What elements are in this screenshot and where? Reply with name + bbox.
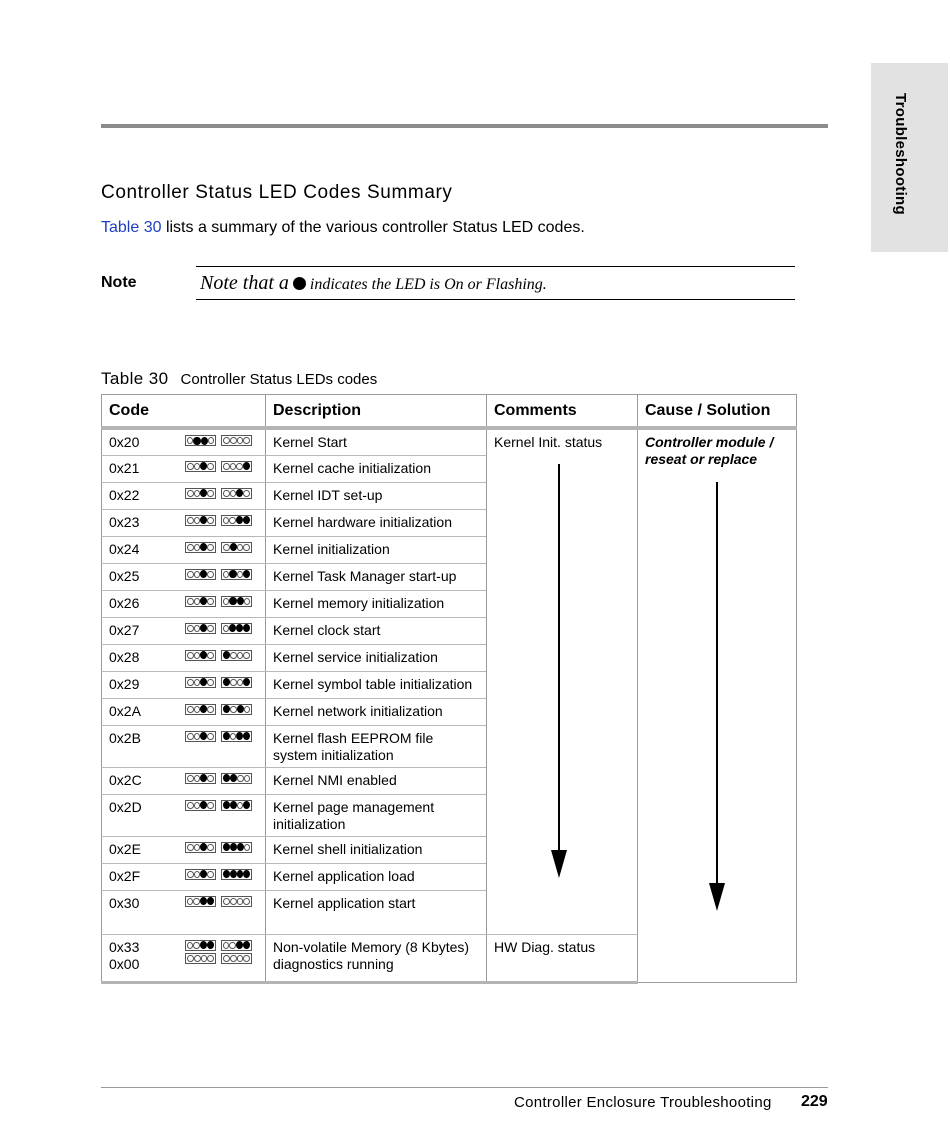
code-cell [102, 698, 266, 725]
led-off-icon [187, 517, 194, 524]
led-off-icon [207, 733, 214, 740]
led-off-icon [187, 652, 194, 659]
filled-circle-icon [293, 277, 306, 290]
led-on-icon [200, 705, 207, 713]
led-on-icon [243, 516, 250, 524]
led-on-icon [229, 597, 236, 605]
led-indicator-icon [185, 869, 252, 882]
led-on-icon [200, 543, 207, 551]
code-text: 0x22 [109, 486, 140, 503]
led-off-icon [187, 571, 194, 578]
description-cell: Kernel clock start [266, 617, 487, 644]
led-on-icon [223, 705, 230, 713]
led-group-icon [221, 569, 252, 580]
code-cell [102, 725, 266, 767]
led-on-icon [236, 941, 243, 949]
note-lead: Note that a [200, 272, 289, 294]
led-group-icon [185, 869, 216, 880]
led-group-icon [185, 842, 216, 853]
led-group-icon [185, 800, 216, 811]
code-cell [102, 590, 266, 617]
note-box [196, 266, 795, 300]
led-indicator-icon [185, 435, 252, 448]
led-on-icon [200, 516, 207, 524]
led-off-icon [244, 844, 250, 851]
led-on-icon [201, 437, 208, 445]
description-cell: Kernel cache initialization [266, 455, 487, 482]
led-on-icon [243, 732, 250, 740]
led-group-icon [221, 596, 252, 607]
led-on-icon [207, 941, 214, 949]
description-cell: Non-volatile Memory (8 Kbytes) diagnostics running [266, 934, 487, 982]
led-off-icon [194, 955, 201, 962]
led-on-icon [207, 897, 214, 905]
led-group-icon [221, 940, 252, 951]
led-off-icon [237, 571, 243, 578]
led-indicator-icon [185, 542, 252, 555]
side-tab-label: Troubleshooting [892, 93, 909, 215]
led-on-icon [223, 843, 230, 851]
description-cell: Kernel application start [266, 890, 487, 934]
led-off-icon [187, 802, 194, 809]
led-off-icon [207, 544, 214, 551]
led-group-icon [185, 650, 216, 661]
led-off-icon [223, 437, 230, 444]
led-off-icon [230, 898, 237, 905]
code-text: 0x27 [109, 621, 140, 638]
led-indicator-icon [185, 677, 252, 690]
code-text: 0x2B [109, 729, 141, 746]
header-description: Description [266, 395, 487, 429]
led-on-icon [243, 870, 250, 878]
led-on-icon [237, 843, 244, 851]
description-cell: Kernel NMI enabled [266, 767, 487, 794]
code-cell [102, 509, 266, 536]
led-on-icon [200, 774, 207, 782]
led-on-icon [223, 870, 230, 878]
led-on-icon [223, 774, 230, 782]
led-off-icon [187, 955, 194, 962]
code-cell [102, 794, 266, 836]
led-group-icon [185, 731, 216, 742]
led-off-icon [223, 544, 230, 551]
note-label: Note [101, 274, 137, 291]
led-indicator-icon [185, 940, 252, 966]
led-off-icon [230, 706, 236, 713]
led-off-icon [207, 955, 214, 962]
code-text: 0x33 0x00 [109, 938, 140, 972]
led-group-icon [221, 461, 252, 472]
led-on-icon [200, 462, 207, 470]
cause-solution-cell [638, 428, 797, 982]
led-off-icon [223, 955, 230, 962]
comments-cell: HW Diag. status [487, 934, 638, 982]
led-on-icon [243, 570, 250, 578]
bottom-rule [101, 1087, 828, 1088]
led-on-icon [200, 732, 207, 740]
led-on-icon [200, 870, 207, 878]
led-on-icon [243, 678, 250, 686]
led-on-icon [230, 543, 237, 551]
led-on-icon [243, 624, 250, 632]
intro-text: lists a summary of the various controller Status LED codes. [161, 219, 585, 236]
led-on-icon [236, 624, 243, 632]
top-rule [101, 124, 828, 128]
led-off-icon [187, 844, 194, 851]
led-indicator-icon [185, 896, 252, 909]
led-on-icon [236, 516, 243, 524]
led-on-icon [230, 870, 237, 878]
description-cell: Kernel page management initialization [266, 794, 487, 836]
led-on-icon [237, 870, 244, 878]
led-on-icon [223, 651, 230, 659]
intro-paragraph [101, 219, 585, 237]
led-group-icon [185, 461, 216, 472]
led-off-icon [237, 437, 244, 444]
led-on-icon [243, 801, 250, 809]
led-off-icon [223, 463, 230, 470]
led-on-icon [200, 897, 207, 905]
code-text: 0x28 [109, 648, 140, 665]
code-text: 0x20 [109, 434, 140, 450]
led-off-icon [207, 706, 214, 713]
description-cell: Kernel flash EEPROM file system initialization [266, 725, 487, 767]
led-group-icon [185, 435, 216, 446]
led-on-icon [223, 801, 230, 809]
led-group-icon [221, 773, 252, 784]
table-body [102, 428, 797, 982]
led-indicator-icon [185, 596, 252, 609]
led-off-icon [207, 490, 214, 497]
code-text: 0x2A [109, 702, 141, 719]
cause-solution-text: Controller module / reseat or replace [645, 434, 774, 467]
led-on-icon [200, 678, 207, 686]
comments-text: Kernel Init. status [494, 434, 603, 450]
description-cell: Kernel service initialization [266, 644, 487, 671]
led-indicator-icon [185, 650, 252, 663]
led-off-icon [207, 775, 214, 782]
led-on-icon [200, 941, 207, 949]
led-off-icon [193, 898, 199, 905]
led-group-icon [221, 435, 252, 446]
led-group-icon [185, 623, 216, 634]
code-cell [102, 934, 266, 982]
led-group-icon [185, 488, 216, 499]
table-reference-link[interactable]: Table 30 [101, 219, 162, 236]
led-on-icon [230, 801, 237, 809]
led-off-icon [207, 517, 214, 524]
led-off-icon [243, 437, 250, 444]
led-on-icon [237, 705, 244, 713]
led-off-icon [207, 598, 214, 605]
led-off-icon [187, 625, 194, 632]
led-off-icon [229, 942, 235, 949]
led-off-icon [243, 544, 250, 551]
led-off-icon [243, 652, 250, 659]
led-group-icon [221, 542, 252, 553]
led-off-icon [230, 679, 236, 686]
description-cell: Kernel network initialization [266, 698, 487, 725]
section-title: Controller Status LED Codes Summary [101, 182, 453, 203]
led-codes-table [101, 394, 797, 984]
led-off-icon [187, 706, 194, 713]
header-comments: Comments [487, 395, 638, 429]
description-cell: Kernel shell initialization [266, 836, 487, 863]
led-off-icon [201, 955, 208, 962]
table-caption-text: Controller Status LEDs codes [180, 371, 378, 388]
led-off-icon [244, 706, 250, 713]
table-caption-number: Table 30 [101, 369, 169, 388]
description-cell: Kernel application load [266, 863, 487, 890]
led-group-icon [221, 704, 252, 715]
led-off-icon [187, 490, 194, 497]
led-off-icon [207, 652, 214, 659]
code-text: 0x24 [109, 540, 140, 557]
code-cell [102, 644, 266, 671]
led-on-icon [243, 462, 250, 470]
led-off-icon [244, 598, 250, 605]
led-group-icon [185, 542, 216, 553]
table-caption [101, 369, 377, 389]
led-group-icon [221, 677, 252, 688]
led-indicator-icon [185, 704, 252, 717]
description-cell: Kernel hardware initialization [266, 509, 487, 536]
led-off-icon [223, 490, 230, 497]
led-group-icon [185, 953, 216, 964]
led-on-icon [236, 489, 243, 497]
led-group-icon [221, 515, 252, 526]
description-cell: Kernel Task Manager start-up [266, 563, 487, 590]
led-indicator-icon [185, 461, 252, 474]
code-cell [102, 671, 266, 698]
led-on-icon [230, 774, 237, 782]
led-group-icon [185, 569, 216, 580]
description-cell: Kernel IDT set-up [266, 482, 487, 509]
comments-cell [487, 428, 638, 934]
led-on-icon [200, 597, 207, 605]
led-group-icon [185, 896, 216, 907]
led-off-icon [237, 775, 243, 782]
code-cell [102, 428, 266, 455]
led-off-icon [207, 625, 214, 632]
code-text: 0x2E [109, 840, 141, 857]
led-on-icon [229, 570, 236, 578]
led-group-icon [221, 731, 252, 742]
led-off-icon [243, 490, 250, 497]
led-group-icon [221, 869, 252, 880]
led-group-icon [221, 896, 252, 907]
led-group-icon [221, 488, 252, 499]
led-group-icon [221, 650, 252, 661]
led-off-icon [243, 898, 250, 905]
led-group-icon [221, 800, 252, 811]
led-group-icon [221, 953, 252, 964]
led-group-icon [185, 596, 216, 607]
led-off-icon [187, 775, 194, 782]
led-off-icon [207, 871, 214, 878]
led-on-icon [200, 570, 207, 578]
code-text: 0x23 [109, 513, 140, 530]
led-on-icon [200, 489, 207, 497]
code-cell [102, 563, 266, 590]
description-cell: Kernel memory initialization [266, 590, 487, 617]
led-off-icon [207, 844, 214, 851]
led-off-icon [208, 437, 214, 444]
description-cell: Kernel symbol table initialization [266, 671, 487, 698]
led-on-icon [193, 437, 200, 445]
led-off-icon [223, 898, 230, 905]
led-indicator-icon [185, 488, 252, 501]
led-off-icon [207, 679, 214, 686]
code-text: 0x2C [109, 771, 142, 788]
code-text: 0x26 [109, 594, 140, 611]
code-text: 0x25 [109, 567, 140, 584]
code-cell [102, 890, 266, 934]
table-row [102, 428, 797, 455]
code-cell [102, 482, 266, 509]
table-header-row [102, 395, 797, 429]
led-off-icon [193, 942, 199, 949]
led-off-icon [187, 598, 194, 605]
led-off-icon [230, 437, 237, 444]
description-cell: Kernel initialization [266, 536, 487, 563]
code-text: 0x30 [109, 894, 140, 911]
led-off-icon [187, 679, 194, 686]
code-cell [102, 617, 266, 644]
led-off-icon [229, 517, 235, 524]
led-on-icon [229, 624, 236, 632]
code-text: 0x29 [109, 675, 140, 692]
led-on-icon [237, 597, 244, 605]
led-off-icon [244, 775, 250, 782]
code-text: 0x21 [109, 459, 140, 476]
led-group-icon [185, 677, 216, 688]
led-on-icon [200, 843, 207, 851]
led-indicator-icon [185, 515, 252, 528]
led-group-icon [185, 940, 216, 951]
led-group-icon [185, 704, 216, 715]
side-tab [871, 63, 948, 252]
led-off-icon [236, 463, 243, 470]
code-cell [102, 767, 266, 794]
note-text: indicates the LED is On or Flashing. [309, 276, 547, 293]
code-text: 0x2D [109, 798, 142, 815]
led-indicator-icon [185, 623, 252, 636]
page-number: 229 [801, 1093, 828, 1110]
led-indicator-icon [185, 842, 252, 855]
led-group-icon [221, 623, 252, 634]
led-off-icon [187, 871, 194, 878]
description-cell: Kernel Start [266, 428, 487, 455]
footer-title: Controller Enclosure Troubleshooting [514, 1094, 772, 1111]
led-off-icon [187, 733, 194, 740]
led-off-icon [207, 463, 214, 470]
code-text: 0x2F [109, 867, 141, 884]
led-off-icon [230, 955, 237, 962]
led-off-icon [237, 955, 244, 962]
led-off-icon [187, 463, 194, 470]
led-on-icon [223, 678, 230, 686]
led-indicator-icon [185, 731, 252, 744]
led-group-icon [185, 515, 216, 526]
led-off-icon [237, 679, 243, 686]
led-on-icon [230, 843, 237, 851]
led-on-icon [200, 624, 207, 632]
led-off-icon [207, 571, 214, 578]
code-cell [102, 455, 266, 482]
led-off-icon [207, 802, 214, 809]
led-on-icon [223, 732, 230, 740]
code-cell [102, 836, 266, 863]
led-off-icon [187, 544, 194, 551]
led-indicator-icon [185, 569, 252, 582]
led-on-icon [200, 651, 207, 659]
led-group-icon [185, 773, 216, 784]
code-cell [102, 536, 266, 563]
header-code: Code [102, 395, 266, 429]
header-cause-solution: Cause / Solution [638, 395, 797, 429]
led-off-icon [237, 898, 244, 905]
led-on-icon [243, 941, 250, 949]
led-indicator-icon [185, 800, 252, 813]
led-off-icon [243, 955, 250, 962]
led-off-icon [230, 652, 237, 659]
led-group-icon [221, 842, 252, 853]
led-on-icon [236, 732, 243, 740]
code-cell [102, 863, 266, 890]
led-indicator-icon [185, 773, 252, 786]
led-on-icon [200, 801, 207, 809]
